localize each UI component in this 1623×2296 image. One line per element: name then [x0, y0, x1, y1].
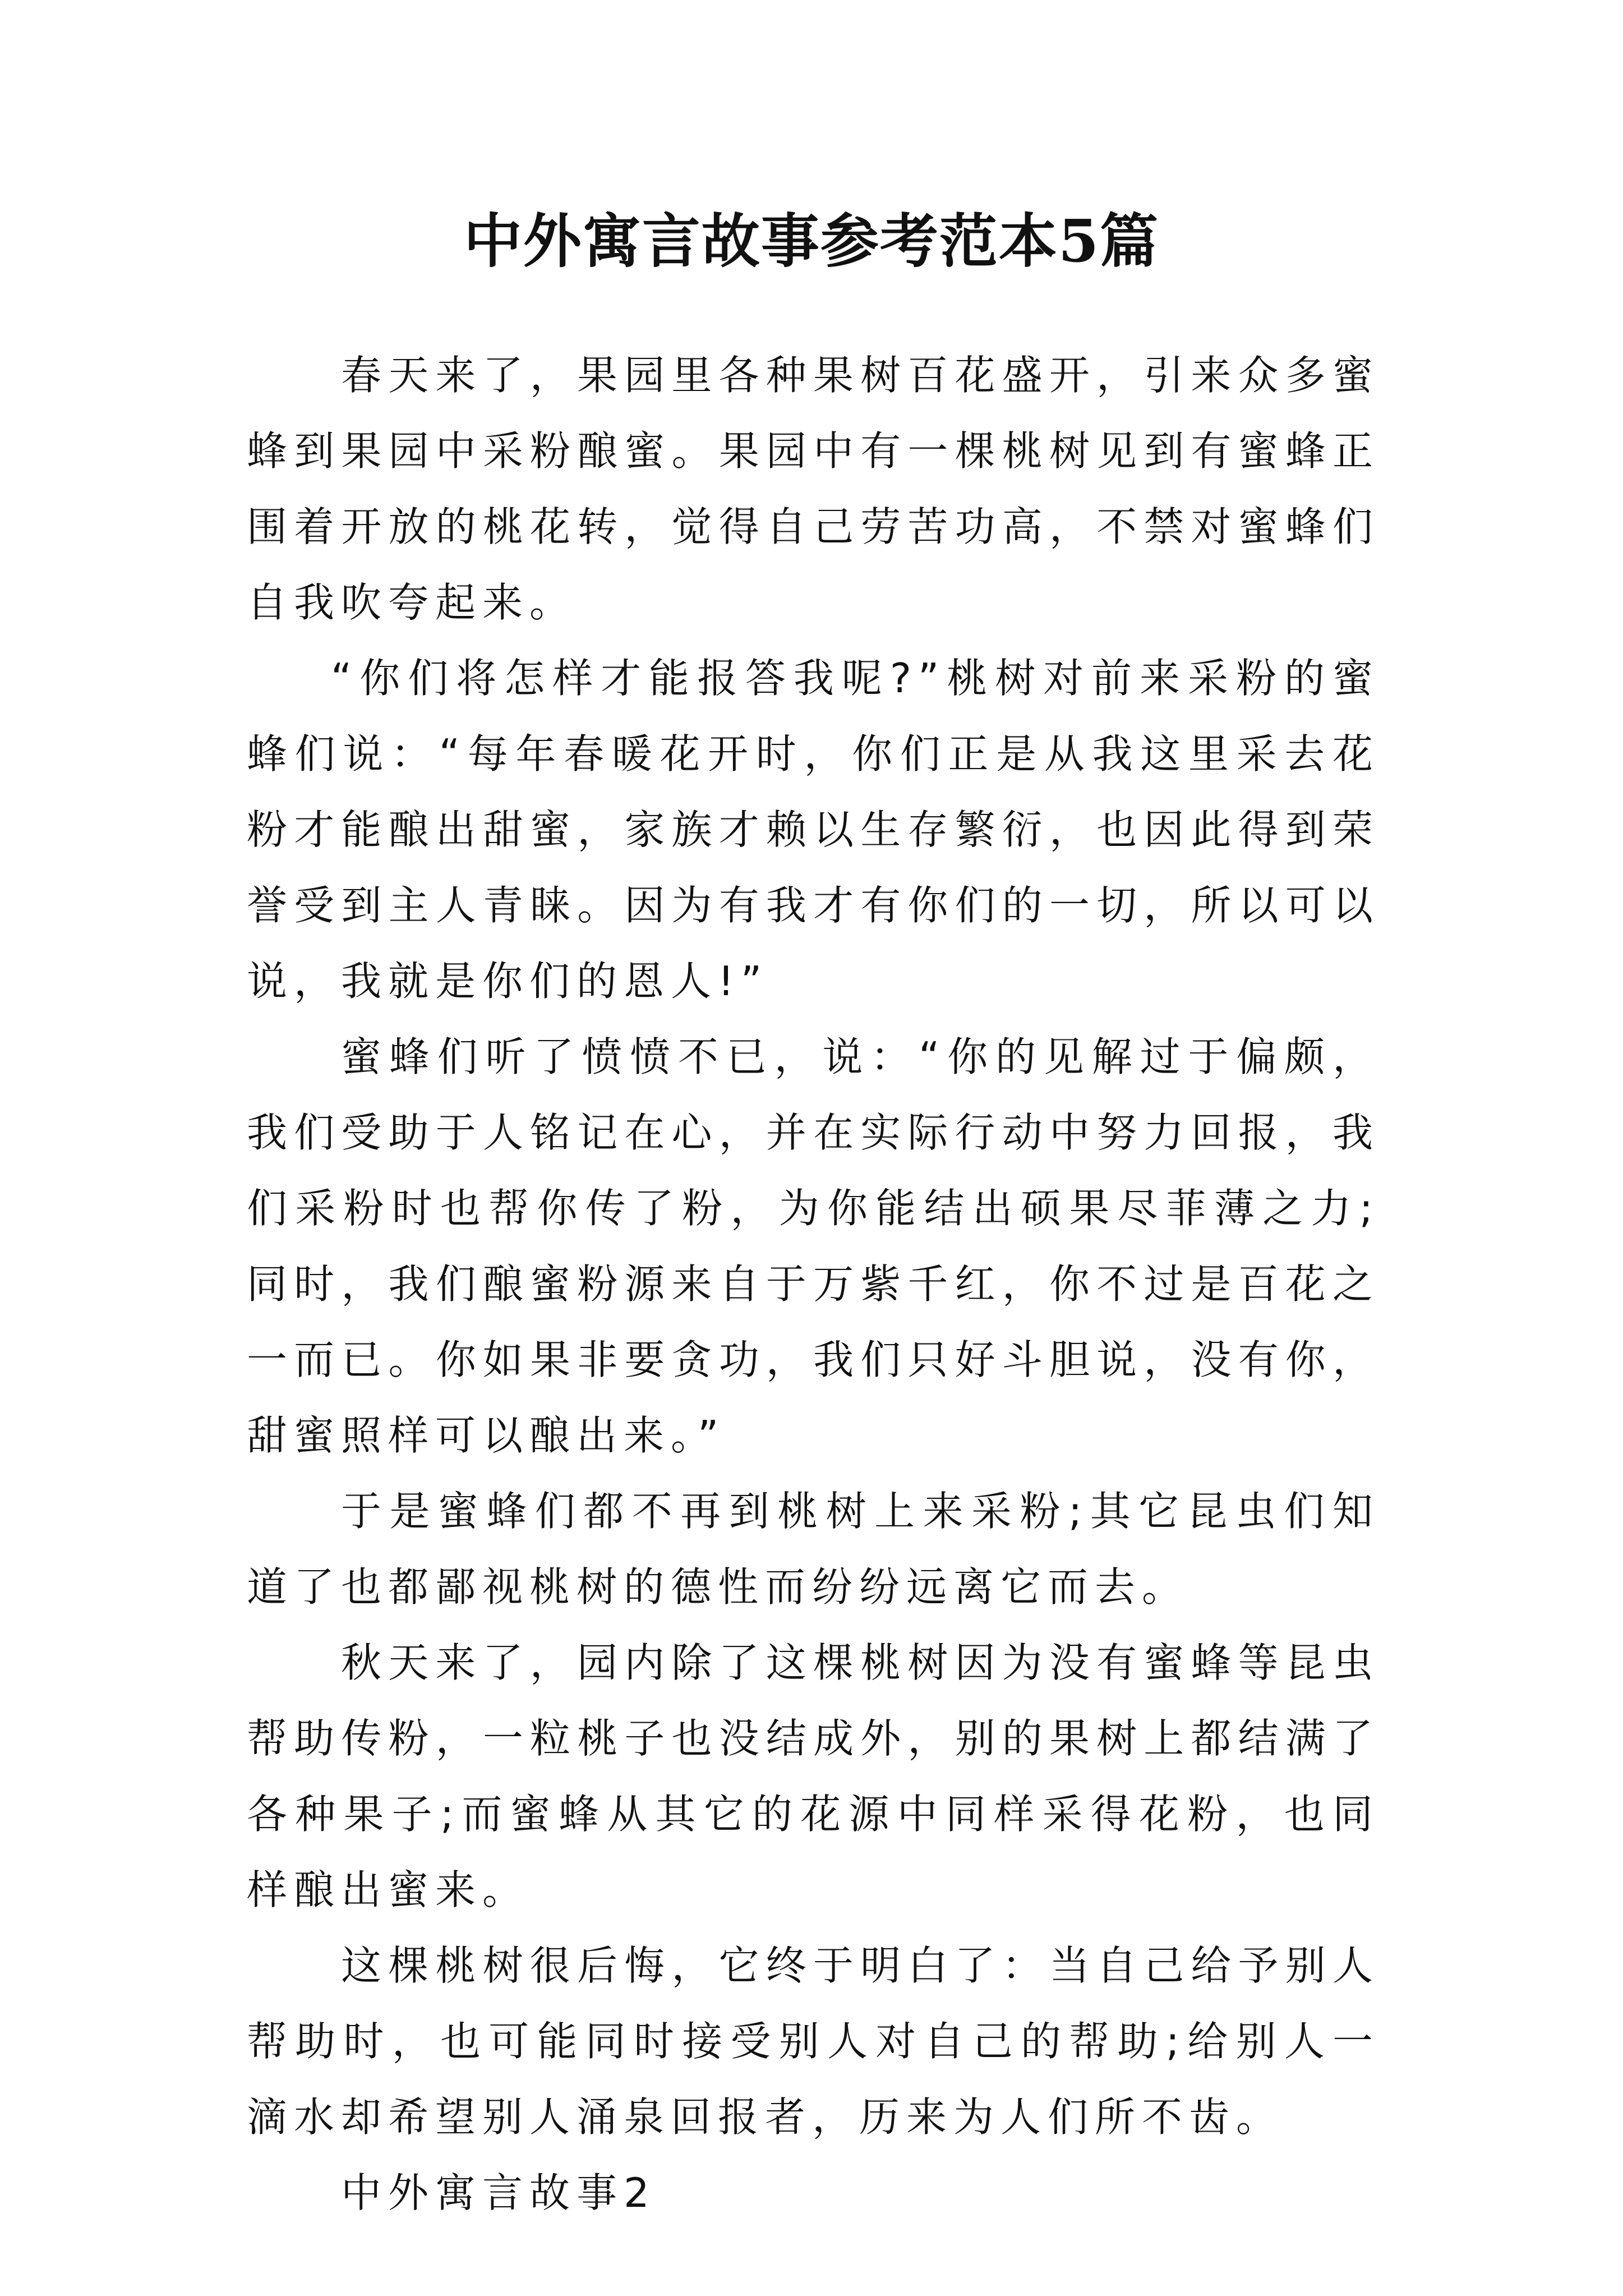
paragraph: “你们将怎样才能报答我呢?”桃树对前来采粉的蜜蜂们说：“每年春暖花开时，你们正是从我这里采去花粉才能酿出甜蜜，家族才赖以生存繁衍，也因此得到荣誉受到主人青睐。因为有我才有你们的一切，所以可以说，我就是你们的恩人!” — [247, 655, 1380, 1005]
paragraph: 秋天来了，园内除了这棵桃树因为没有蜜蜂等昆虫帮助传粉，一粒桃子也没结成外，别的果树上都结满了各种果子;而蜜蜂从其它的花源中同样采得花粉，也同样酿出蜜来。 — [247, 1639, 1380, 1913]
paragraph: 春天来了，果园里各种果树百花盛开，引来众多蜜蜂到果园中采粉酿蜜。果园中有一棵桃树见到有蜜蜂正围着开放的桃花转，觉得自己劳苦功高，不禁对蜜蜂们自我吹夸起来。 — [247, 352, 1380, 626]
paragraph: 于是蜜蜂们都不再到桃树上来采粉;其它昆虫们知道了也都鄙视桃树的德性而纷纷远离它而去。 — [247, 1488, 1380, 1611]
section-heading: 中外寓言故事2 — [341, 2169, 656, 2216]
paragraph: 这棵桃树很后悔，它终于明白了：当自己给予别人帮助时，也可能同时接受别人对自己的帮助;给别人一滴水却希望别人涌泉回报者，历来为人们所不齿。 — [247, 1942, 1380, 2141]
document-title: 中外寓言故事参考范本5篇 — [463, 206, 1160, 275]
document-body — [247, 338, 1380, 2231]
paragraph: 蜜蜂们听了愤愤不已，说：“你的见解过于偏颇，我们受助于人铭记在心，并在实际行动中努力回报，我们采粉时也帮你传了粉，为你能结出硕果尽菲薄之力;同时，我们酿蜜粉源来自于万紫千红，你不过是百花之一而已。你如果非要贪功，我们只好斗胆说，没有你，甜蜜照样可以酿出来。” — [247, 1033, 1380, 1459]
